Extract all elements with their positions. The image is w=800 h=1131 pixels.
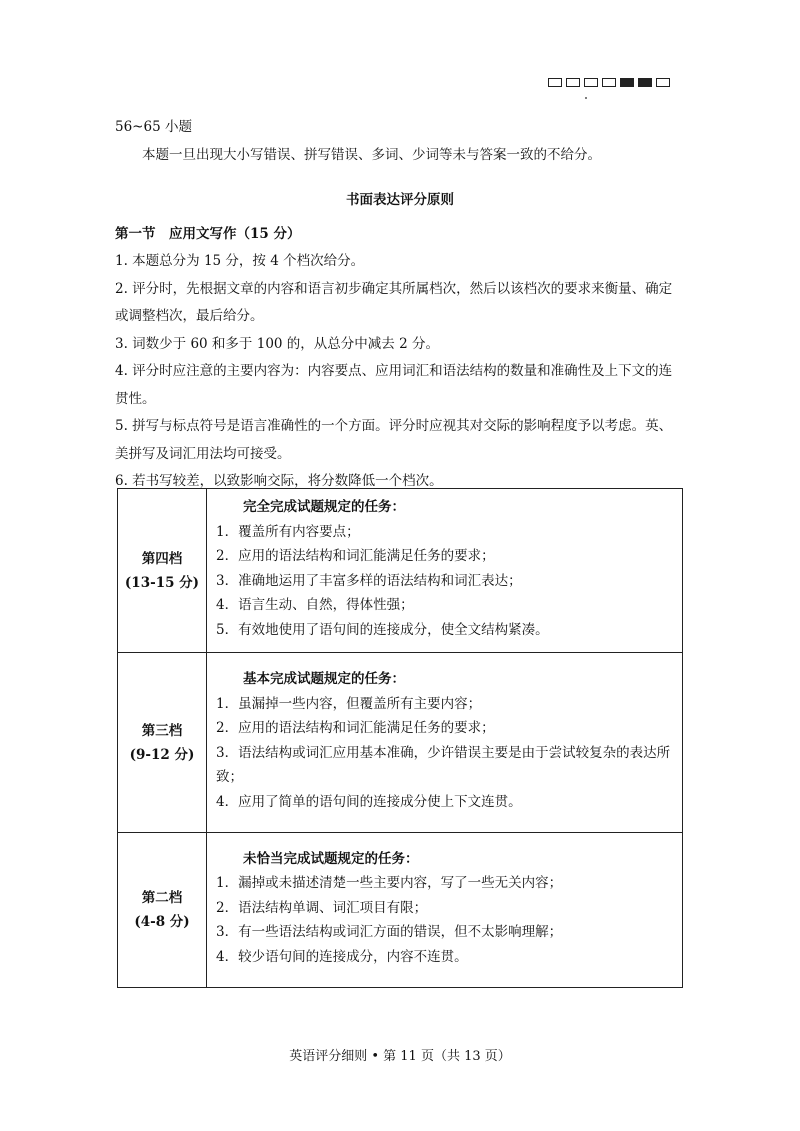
rule-6: 6. 若书写较差，以致影响交际，将分数降低一个档次。	[115, 473, 443, 489]
rule-2: 2. 评分时，先根据文章的内容和语言初步确定其所属档次，然后以该档次的要求来衡量、确定或调整档次，最后给分。	[115, 280, 673, 324]
level-range: (4-8 分)	[134, 914, 190, 930]
section-intro-title: 56~65 小题	[115, 119, 192, 135]
level-item: 3．有一些语法结构或词汇方面的错误，但不太影响理解；	[216, 924, 563, 941]
marker-dot	[585, 97, 587, 99]
level-heading: 未恰当完成试题规定的任务：	[243, 850, 419, 867]
rule-5: 5. 拼写与标点符号是语言准确性的一个方面。评分时应视其对交际的影响程度予以考虑。英、美拼写及词汇用法均可接受。	[115, 418, 673, 462]
level-item: 3．准确地运用了丰富多样的语法结构和词汇表达；	[216, 572, 522, 589]
level-item: 4．语言生动、自然，得体性强；	[216, 597, 414, 613]
marker-box	[548, 78, 562, 87]
level-name: 第四档	[141, 550, 183, 567]
level-item: 5．有效地使用了语句间的连接成分，使全文结构紧凑。	[216, 621, 549, 638]
marker-box	[656, 78, 670, 87]
level-heading: 完全完成试题规定的任务：	[243, 499, 405, 515]
rule-1: 1. 本题总分为 15 分，按 4 个档次给分。	[115, 253, 365, 269]
level-item: 2．语法结构单调、词汇项目有限；	[216, 899, 428, 916]
section1-title: 第一节 应用文写作（15 分）	[115, 225, 301, 242]
level-name: 第三档	[141, 722, 183, 739]
rule-3: 3. 词数少于 60 和多于 100 的，从总分中减去 2 分。	[115, 335, 439, 352]
section-intro-note: 本题一旦出现大小写错误、拼写错误、多词、少词等未与答案一致的不给分。	[142, 146, 601, 163]
level-item: 1．漏掉或未描述清楚一些主要内容，写了一些无关内容；	[216, 875, 563, 892]
level-label-cell	[118, 833, 207, 988]
marker-box-filled	[638, 78, 652, 87]
level-name: 第二档	[141, 890, 183, 906]
level-item: 3．语法结构或词汇应用基本准确，少许错误主要是由于尝试较复杂的表达所致；	[216, 744, 671, 785]
marker-box	[584, 78, 598, 87]
level-item: 1．覆盖所有内容要点；	[216, 523, 360, 540]
level-item: 2．应用的语法结构和词汇能满足任务的要求；	[216, 548, 495, 564]
level-description-cell	[207, 833, 683, 988]
level-row	[118, 489, 683, 653]
marker-box	[566, 78, 580, 87]
page-footer: 英语评分细则 • 第 11 页（共 13 页）	[289, 1049, 511, 1064]
level-item: 4．应用了简单的语句间的连接成分使上下文连贯。	[216, 793, 522, 810]
level-heading: 基本完成试题规定的任务：	[243, 671, 405, 687]
page-body	[115, 114, 685, 496]
level-label-cell	[118, 489, 207, 653]
level-row	[118, 833, 683, 988]
writing-title: 书面表达评分原则	[346, 192, 454, 208]
level-description-cell	[207, 653, 683, 833]
level-item: 1．虽漏掉一些内容，但覆盖所有主要内容；	[216, 695, 482, 712]
page-marker-boxes	[548, 78, 670, 87]
level-label-cell	[118, 653, 207, 833]
level-row	[118, 653, 683, 833]
level-item: 4．较少语句间的连接成分，内容不连贯。	[216, 948, 468, 965]
rule-4: 4. 评分时应注意的主要内容为：内容要点、应用词汇和语法结构的数量和准确性及上下文的连贯性。	[115, 363, 673, 407]
marker-box	[602, 78, 616, 87]
level-range: (9-12 分)	[129, 746, 195, 763]
marker-box-filled	[620, 78, 634, 87]
level-range: (13-15 分)	[124, 574, 200, 591]
level-item: 2．应用的语法结构和词汇能满足任务的要求；	[216, 720, 495, 736]
scoring-levels-table	[117, 488, 683, 988]
level-description-cell	[207, 489, 683, 653]
